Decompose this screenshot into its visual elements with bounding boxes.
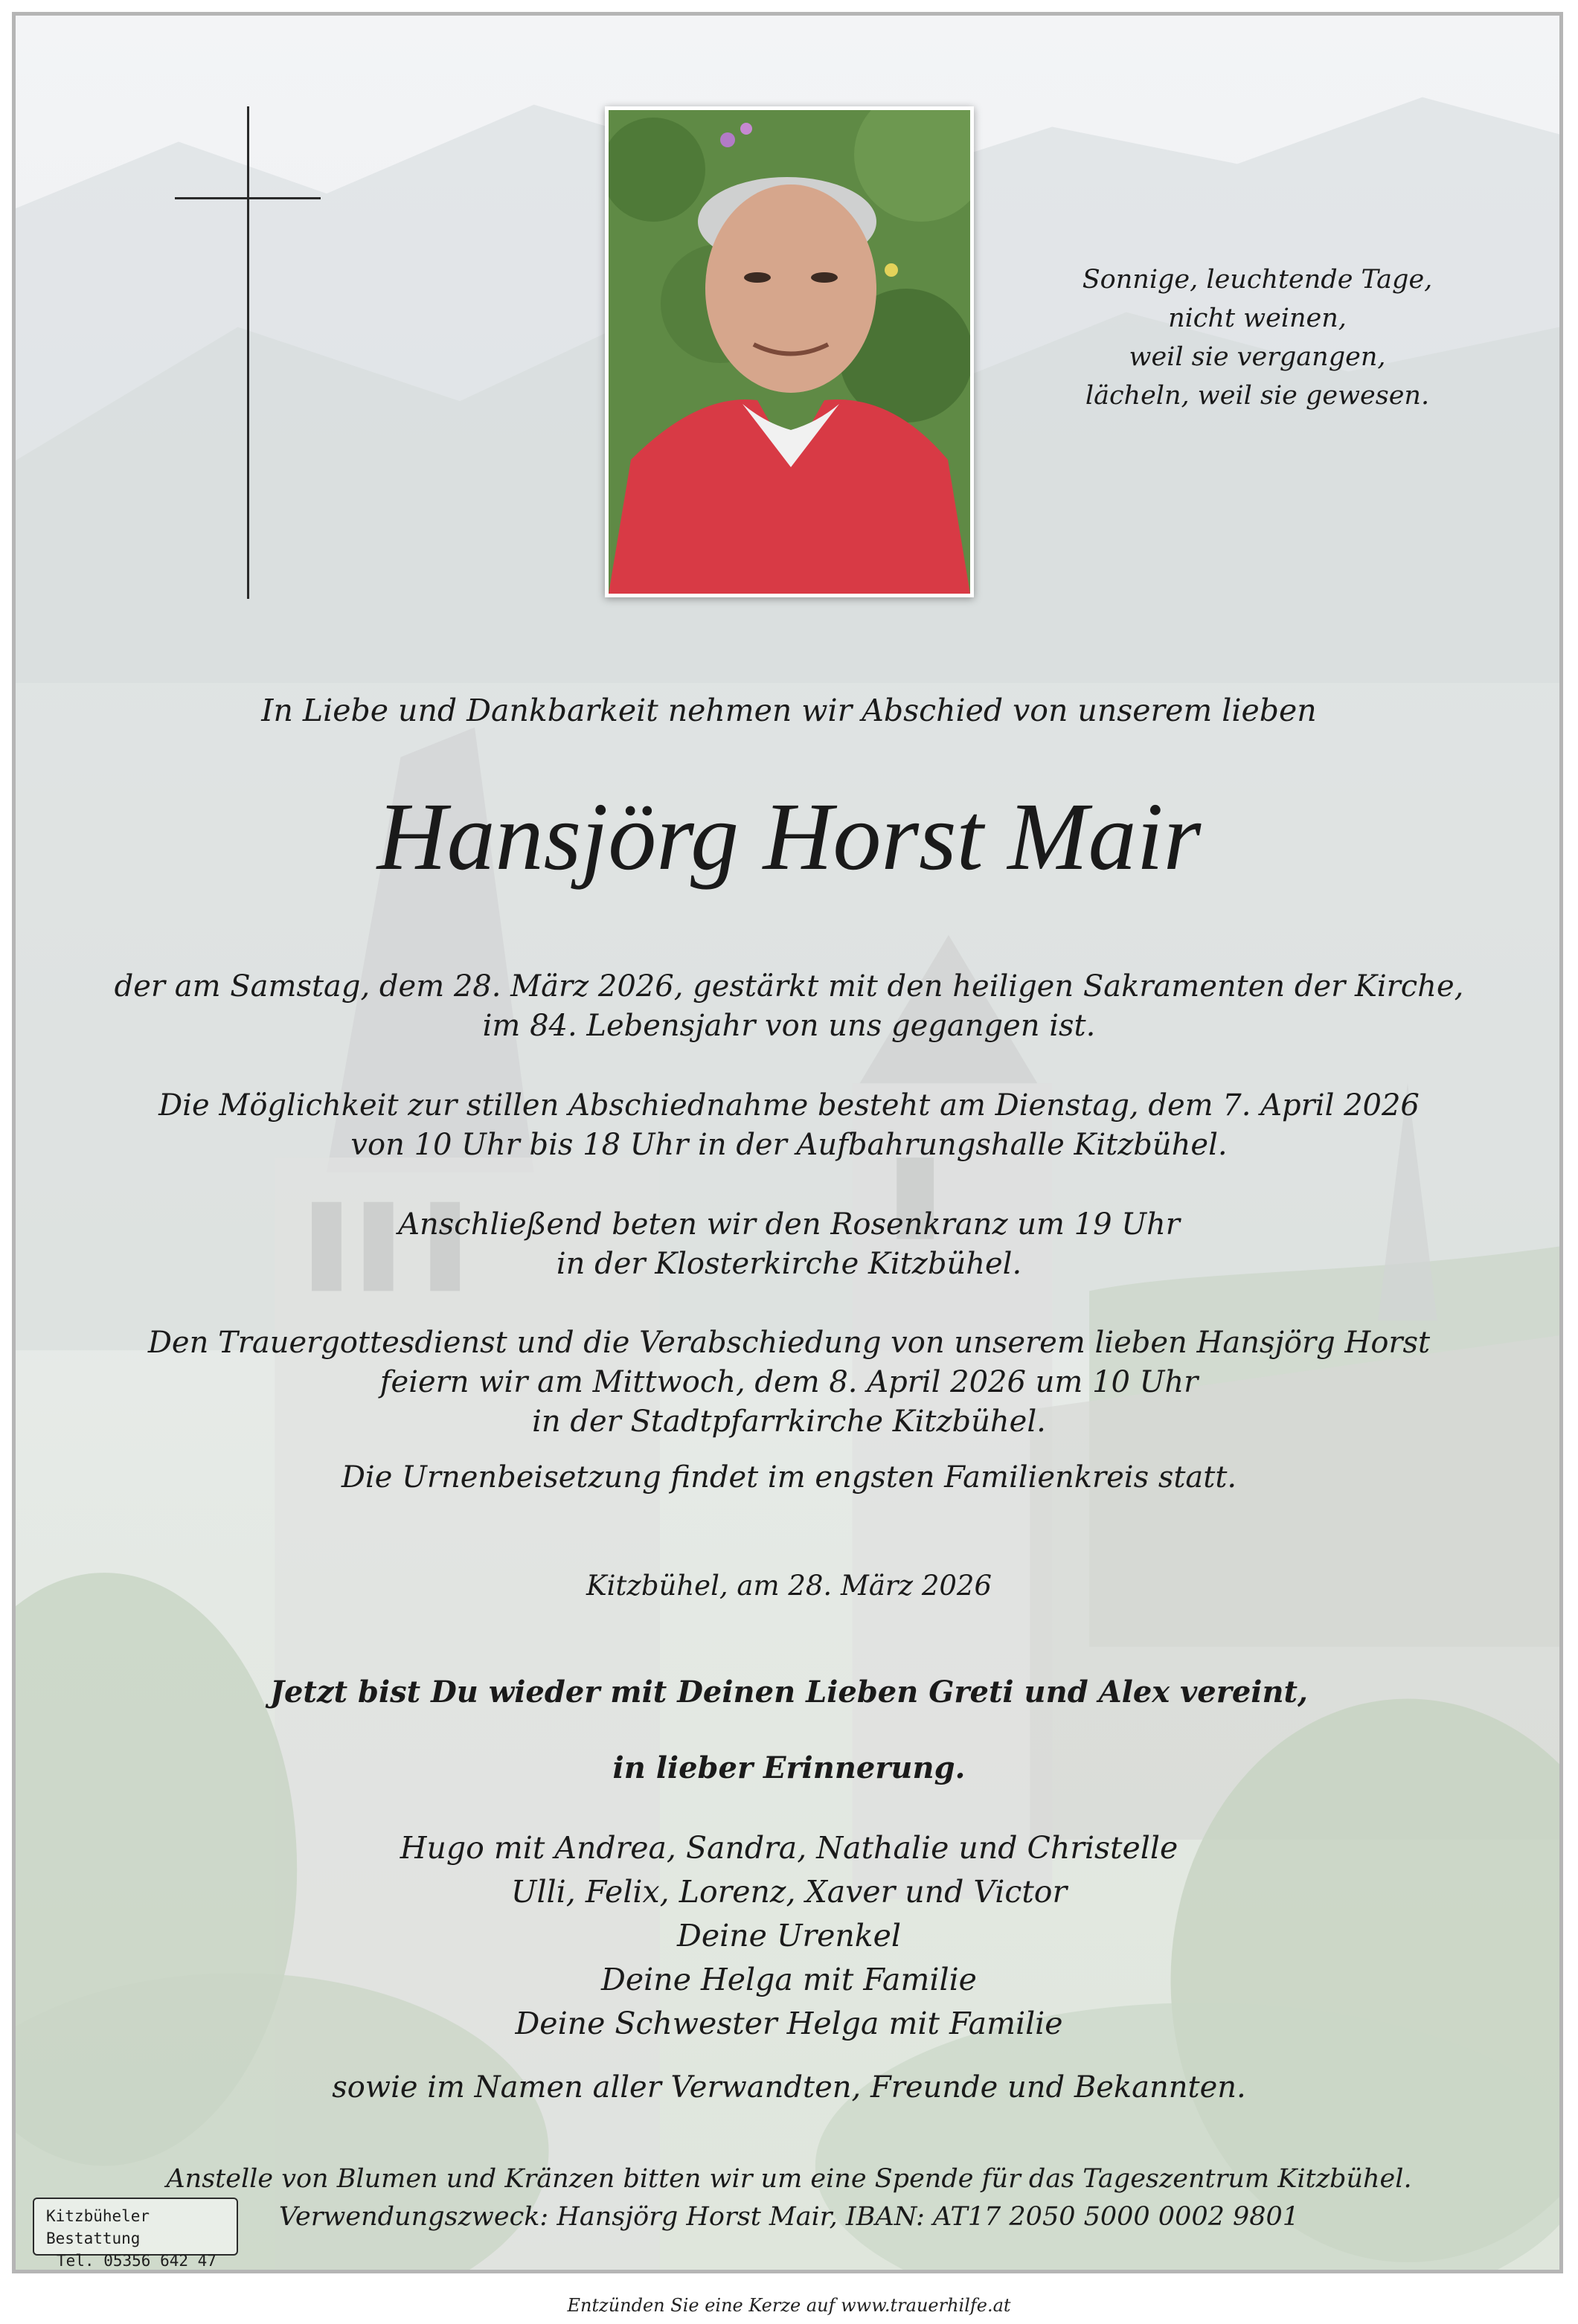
rosary-paragraph — [0, 1205, 1578, 1284]
cross-icon-vertical — [247, 106, 249, 599]
verse-line: weil sie vergangen, — [1129, 342, 1386, 372]
donation-line: Anstelle von Blumen und Kränzen bitten wir um eine Spende für das Tageszentrum Kitzbühel. — [166, 2164, 1412, 2194]
verse-line: lächeln, weil sie gewesen. — [1085, 381, 1430, 411]
text-line: Anschließend beten wir den Rosenkranz um 19 Uhr — [398, 1207, 1180, 1242]
verse-line: nicht weinen, — [1168, 304, 1347, 333]
funeral-service-paragraph — [0, 1323, 1578, 1442]
verse-line: Sonnige, leuchtende Tage, — [1082, 265, 1433, 295]
mourner-line: Ulli, Felix, Lorenz, Xaver und Victor — [510, 1874, 1068, 1910]
donation-line: Verwendungszweck: Hansjörg Horst Mair, IBAN: AT17 2050 5000 0002 9801 — [278, 2202, 1300, 2232]
portrait-photo — [605, 106, 974, 597]
text-line: der am Samstag, dem 28. März 2026, gestärkt mit den heiligen Sakramenten der Kirche, — [114, 969, 1464, 1004]
mourner-line: Deine Urenkel — [677, 1918, 901, 1954]
mourner-line: Deine Schwester Helga mit Familie — [515, 2006, 1063, 2041]
place-date: Kitzbühel, am 28. März 2026 — [586, 1570, 992, 1602]
death-notice-paragraph — [0, 967, 1578, 1046]
mourners-list — [0, 1826, 1578, 2046]
verse — [1056, 260, 1458, 415]
reunion-line: Jetzt bist Du wieder mit Deinen Lieben Greti und Alex vereint, — [270, 1675, 1308, 1710]
portrait-image — [609, 110, 970, 594]
text-line: von 10 Uhr bis 18 Uhr in der Aufbahrungshalle Kitzbühel. — [350, 1128, 1228, 1162]
text-line: Den Trauergottesdienst und die Verabschiedung von unserem lieben Hansjörg Horst — [147, 1326, 1431, 1360]
intro-text: In Liebe und Dankbarkeit nehmen wir Abschied von unserem lieben — [261, 693, 1317, 728]
urn-burial-paragraph — [0, 1458, 1578, 1498]
text-line: in der Stadtpfarrkirche Kitzbühel. — [532, 1405, 1046, 1439]
mourner-line: Deine Helga mit Familie — [601, 1962, 977, 1997]
undertaker-name: Kitzbüheler Bestattung — [46, 2207, 150, 2247]
viewing-paragraph — [0, 1086, 1578, 1165]
closing-line: sowie im Namen aller Verwandten, Freunde und Bekannten. — [332, 2070, 1246, 2105]
text-line: im 84. Lebensjahr von uns gegangen ist. — [482, 1009, 1096, 1043]
text-line: Die Urnenbeisetzung findet im engsten Familienkreis statt. — [341, 1460, 1237, 1495]
mourner-line: Hugo mit Andrea, Sandra, Nathalie und Christelle — [400, 1830, 1178, 1866]
cross-icon-horizontal — [175, 197, 321, 199]
text-line: in der Klosterkirche Kitzbühel. — [556, 1247, 1022, 1281]
deceased-name: Hansjörg Horst Mair — [376, 783, 1202, 890]
undertaker-phone: Tel. 05356 642 47 — [57, 2252, 217, 2270]
undertaker-logo — [33, 2198, 238, 2270]
text-line: Die Möglichkeit zur stillen Abschiednahme besteht am Dienstag, dem 7. April 2026 — [158, 1088, 1420, 1123]
text-line: feiern wir am Mittwoch, dem 8. April 2026 um 10 Uhr — [379, 1365, 1199, 1399]
candle-link[interactable]: Entzünden Sie eine Kerze auf www.trauerhilfe.at — [567, 2295, 1011, 2316]
remembrance-line: in lieber Erinnerung. — [612, 1750, 966, 1785]
